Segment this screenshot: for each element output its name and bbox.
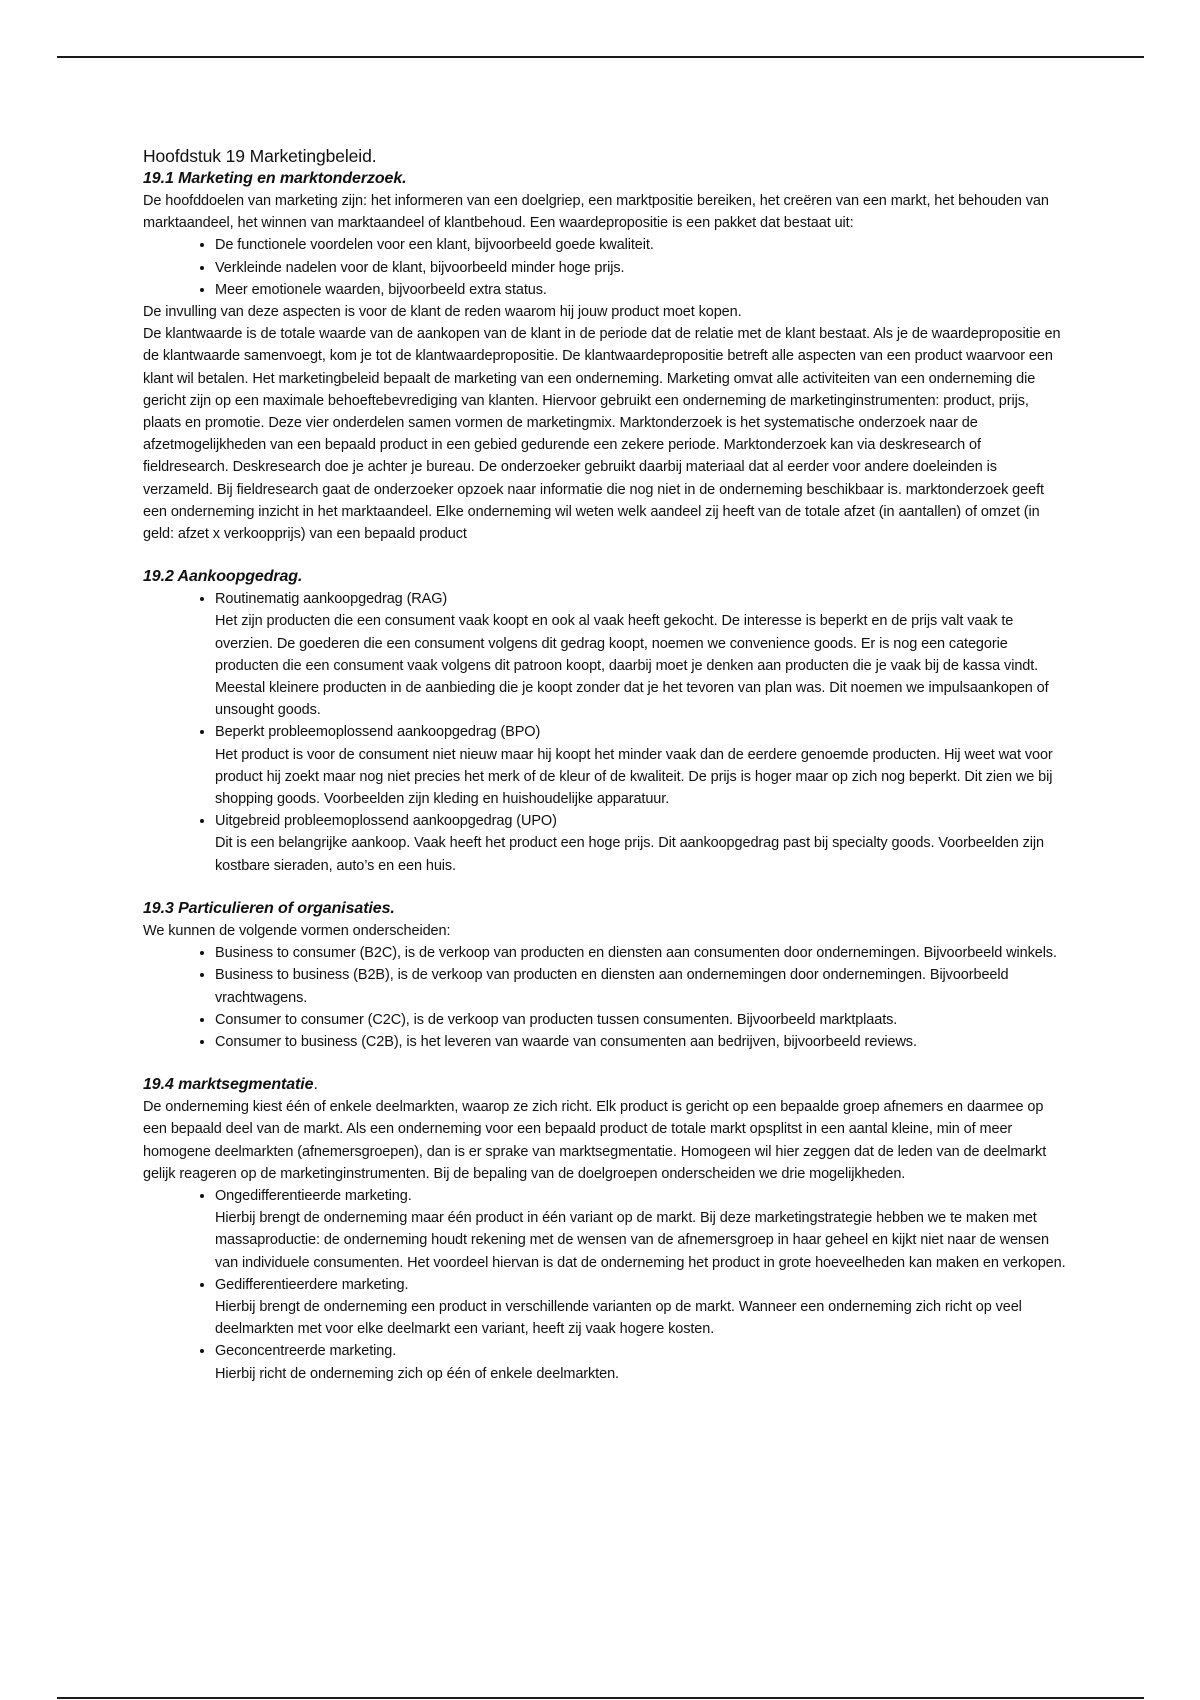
paragraph: De invulling van deze aspecten is voor de klant de reden waarom hij jouw product moet kopen. — [143, 304, 742, 321]
list-item-text: Hierbij brengt de onderneming een product in verschillende varianten op de markt. Wanneer een onderneming zich richt op veel deelmarkten met voor elke deelmarkt een variant, heeft zij vaak hogere kosten. — [215, 1298, 1022, 1338]
list-item — [215, 588, 1068, 721]
list-item-title: • Geconcentreerde marketing. — [215, 1343, 397, 1360]
section-heading-period: . — [313, 1076, 318, 1094]
list-item-title: • Routinematig aankoopgedrag (RAG) — [215, 591, 448, 608]
list-item-text: Dit is een belangrijke aankoop. Vaak heeft het product een hoge prijs. Dit aankoopgedrag past bij specialty goods. Voorbeelden zijn kostbare sieraden, auto’s en een huis. — [215, 835, 1044, 874]
list-item-title: • Ongedifferentieerde marketing. — [215, 1187, 412, 1204]
list-item-title: • Uitgebreid probleemoplossend aankoopgedrag (UPO) — [215, 813, 557, 830]
list-item: • Consumer to consumer (C2C), is de verkoop van producten tussen consumenten. Bijvoorbeeld marktplaats. — [215, 1009, 1068, 1031]
paragraph: We kunnen de volgende vormen onderscheiden: — [143, 922, 451, 939]
list-item — [215, 810, 1068, 877]
bullet-list — [143, 234, 1068, 301]
bullet-list — [143, 1185, 1068, 1385]
page-header-rule — [57, 56, 1144, 58]
list-item-title: • Gedifferentieerdere marketing. — [215, 1276, 409, 1293]
section-heading: 19.2 Aankoopgedrag. — [143, 568, 303, 586]
list-item — [215, 1340, 1068, 1384]
section-heading — [143, 1074, 1068, 1096]
bullet-list — [143, 942, 1068, 1053]
list-item: • Meer emotionele waarden, bijvoorbeeld extra status. — [215, 279, 1068, 301]
list-item: • De functionele voordelen voor een klant, bijvoorbeeld goede kwaliteit. — [215, 234, 1068, 256]
list-item: • Consumer to business (C2B), is het leveren van waarde van consumenten aan bedrijven, bijvoorbeeld reviews. — [215, 1031, 1068, 1053]
list-item-text: Het zijn producten die een consument vaak koopt en ook al vaak heeft gekocht. De interesse is beperkt en de prijs valt vaak te overzien. De goederen die een consument volgens dit gedrag koopt, noemen we convenience goods. Er is nog een categorie producten die een consument vaak volgens dit patroon koopt, daarbij moet je denken aan producten die je vaak bij de kassa vindt. Meestal kleinere producten in de aanbieding die je koopt zonder dat je het tevoren van plan was. Dit noemen we impulsaankopen of unsought goods. — [215, 613, 1049, 719]
list-item: • Business to consumer (B2C), is de verkoop van producten en diensten aan consumenten door ondernemingen. Bijvoorbeeld winkels. — [215, 942, 1068, 964]
list-item: • Business to business (B2B), is de verkoop van producten en diensten aan ondernemingen door ondernemingen. Bijvoorbeeld vrachtwagens. — [215, 964, 1068, 1008]
list-item-text: Hierbij richt de onderneming zich op één of enkele deelmarkten. — [215, 1365, 619, 1382]
bullet-list — [143, 588, 1068, 877]
section-heading: 19.3 Particulieren of organisaties. — [143, 899, 395, 917]
page-footer-rule — [57, 1697, 1144, 1699]
section-heading-text: 19.4 marktsegmentatie — [143, 1076, 314, 1094]
section-19-2 — [143, 566, 1068, 877]
section-19-1 — [143, 168, 1068, 545]
section-heading: 19.1 Marketing en marktonderzoek. — [143, 170, 407, 187]
section-19-3 — [143, 898, 1068, 1053]
list-item — [215, 1274, 1068, 1341]
list-item — [215, 721, 1068, 810]
paragraph: De klantwaarde is de totale waarde van de aankopen van de klant in de periode dat de relatie met de klant bestaat. Als je de waardepropositie en de klantwaarde samenvoegt, kom je tot de klantwaardepropositie. De klantwaardepropositie betreft alle aspecten van een product waarvoor een klant wil betalen. Het marketingbeleid bepaalt de marketing van een onderneming. Marketing omvat alle activiteiten van een onderneming die gericht zijn op een maximale behoeftebevrediging van klanten. Hiervoor gebruikt een onderneming de marketinginstrumenten: product, prijs, plaats en promotie. Deze vier onderdelen samen vormen de marketingmix. Marktonderzoek is het systematische onderzoek naar de afzetmogelijkheden van een bepaald product in een gebied gedurende een zekere periode. Marktonderzoek kan via deskresearch of fieldresearch. Deskresearch doe je achter je bureau. De onderzoeker gebruikt daarbij materiaal dat al eerder voor andere doeleinden is verzameld. Bij fieldresearch gaat de onderzoeker opzoek naar informatie die nog niet in de onderneming beschikbaar is. marktonderzoek geeft een onderneming inzicht in het marktaandeel. Elke onderneming wil weten welk aandeel zij heeft van de totale afzet (in aantallen) of omzet (in geld: afzet x verkoopprijs) van een bepaald product — [143, 326, 1061, 543]
list-item-title: • Beperkt probleemoplossend aankoopgedrag (BPO) — [215, 724, 541, 741]
section-19-4 — [143, 1074, 1068, 1385]
paragraph: De onderneming kiest één of enkele deelmarkten, waarop ze zich richt. Elk product is gericht op een bepaalde groep afnemers en daarmee op een bepaald deel van de markt. Als een onderneming voor een bepaald product de totale markt opsplitst in een aantal kleine, min of meer homogene deelmarkten (afnemersgroepen), dan is er sprake van marktsegmentatie. Homogeen wil hier zeggen dat de leden van de deelmarkt gelijk reageren op de marketinginstrumenten. Bij de bepaling van de doelgroepen onderscheiden we drie mogelijkheden. — [143, 1099, 1047, 1182]
list-item: • Verkleinde nadelen voor de klant, bijvoorbeeld minder hoge prijs. — [215, 257, 1068, 279]
paragraph: De hoofddoelen van marketing zijn: het informeren van een doelgriep, een marktpositie bereiken, het creëren van een markt, het behouden van marktaandeel, het winnen van marktaandeel of klantbehoud. Een waardepropositie is een pakket dat bestaat uit: — [143, 193, 1049, 232]
list-item — [215, 1185, 1068, 1274]
chapter-title: Hoofdstuk 19 Marketingbeleid. — [143, 146, 377, 166]
list-item-text: Hierbij brengt de onderneming maar één product in één variant op de markt. Bij deze marketingstrategie hebben we te maken met massaproductie: de onderneming houdt rekening met de wensen van de afnemersgroep in haar geheel en kijkt niet naar de wensen van individuele consumenten. Het voordeel hiervan is dat de onderneming het product in grote hoeveelheden kan maken en verkopen. — [215, 1210, 1066, 1271]
list-item-text: Het product is voor de consument niet nieuw maar hij koopt het minder vaak dan de eerdere genoemde producten. Hij weet wat voor product hij zoekt maar nog niet precies het merk of de kleur of de kwaliteit. De prijs is hoger maar op zich nog beperkt. Dit zien we bij shopping goods. Voorbeelden zijn kleding en huishoudelijke apparatuur. — [215, 746, 1053, 808]
document-body — [143, 145, 1068, 1385]
